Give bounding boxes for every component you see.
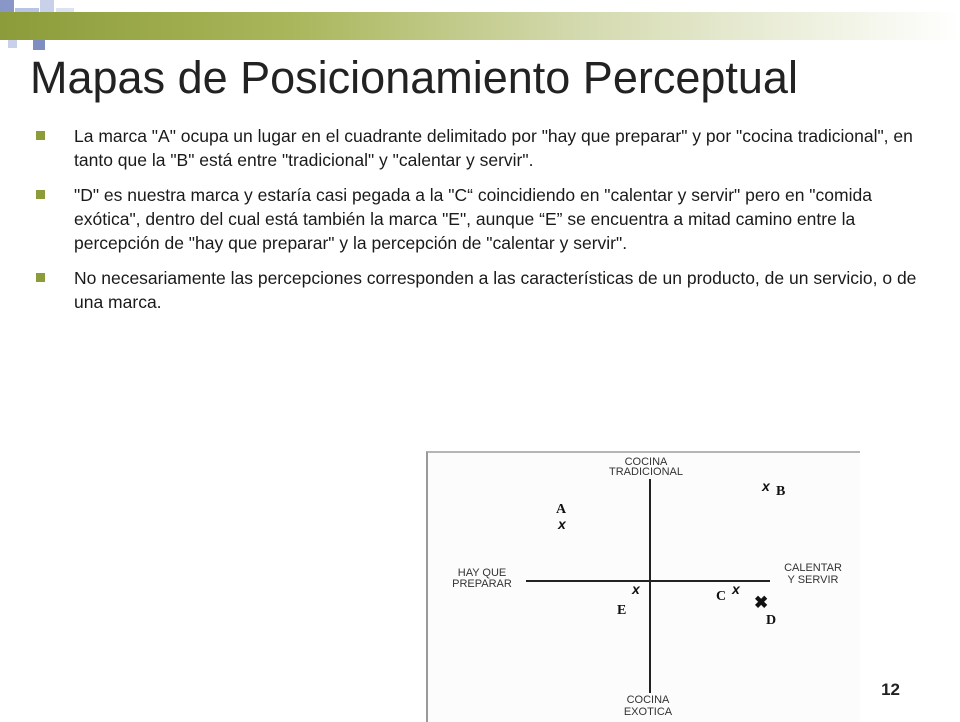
axis-right-label-line1: CALENTAR (784, 562, 842, 574)
brand-label-d: D (766, 613, 777, 628)
axis-right-label-line2: Y SERVIR (787, 574, 839, 586)
brand-marker-c-icon: x (732, 581, 740, 597)
title-gradient-bar (0, 12, 960, 40)
brand-marker-e-icon: x (632, 581, 640, 597)
bullet-item (30, 266, 920, 314)
brand-marker-b-icon: x (762, 478, 770, 494)
square-bullet-icon (36, 273, 45, 282)
brand-label-e: E (617, 603, 627, 618)
slide-title: Mapas de Posicionamiento Perceptual (30, 52, 798, 103)
bullet-text: La marca "A" ocupa un lugar en el cuadrante delimitado por "hay que preparar" y por "cocina tradicional", en tanto que la "B" está entre "tradicional" y "calentar y servir". (74, 126, 913, 170)
brand-marker-d-icon: ✖ (754, 593, 769, 612)
square-bullet-icon (36, 131, 45, 140)
brand-label-c: C (716, 589, 727, 604)
page-number: 12 (881, 680, 900, 699)
axis-top-label-line1: COCINA (624, 456, 668, 468)
axis-left-label-line2: PREPARAR (452, 578, 512, 590)
bullet-item (30, 124, 920, 172)
axis-bottom-label-line1: COCINA (626, 694, 670, 706)
bullet-text: No necesariamente las percepciones corresponden a las características de un producto, de un servicio, o de una marca. (74, 268, 917, 312)
perceptual-map (426, 451, 860, 722)
axis-bottom-label-line2: EXOTICA (623, 706, 673, 718)
brand-marker-a-icon: x (558, 516, 566, 532)
bullet-list (30, 124, 920, 325)
perceptual-map-svg (428, 453, 858, 720)
brand-label-a: A (556, 502, 567, 517)
bullet-item (30, 183, 920, 255)
bullet-text: "D" es nuestra marca y estaría casi pegada a la "C“ coincidiendo en "calentar y servir" pero en "comida exótica", dentro del cual está también la marca "E", aunque “E” se encuentra a mitad camino entre la percepción de "hay que preparar" y la percepción de "calentar y servir". (74, 185, 872, 253)
axis-left-label-line1: HAY QUE (457, 567, 507, 579)
brand-label-b: B (776, 484, 786, 499)
square-bullet-icon (36, 190, 45, 199)
axis-top-label-line2: TRADICIONAL (609, 466, 683, 478)
